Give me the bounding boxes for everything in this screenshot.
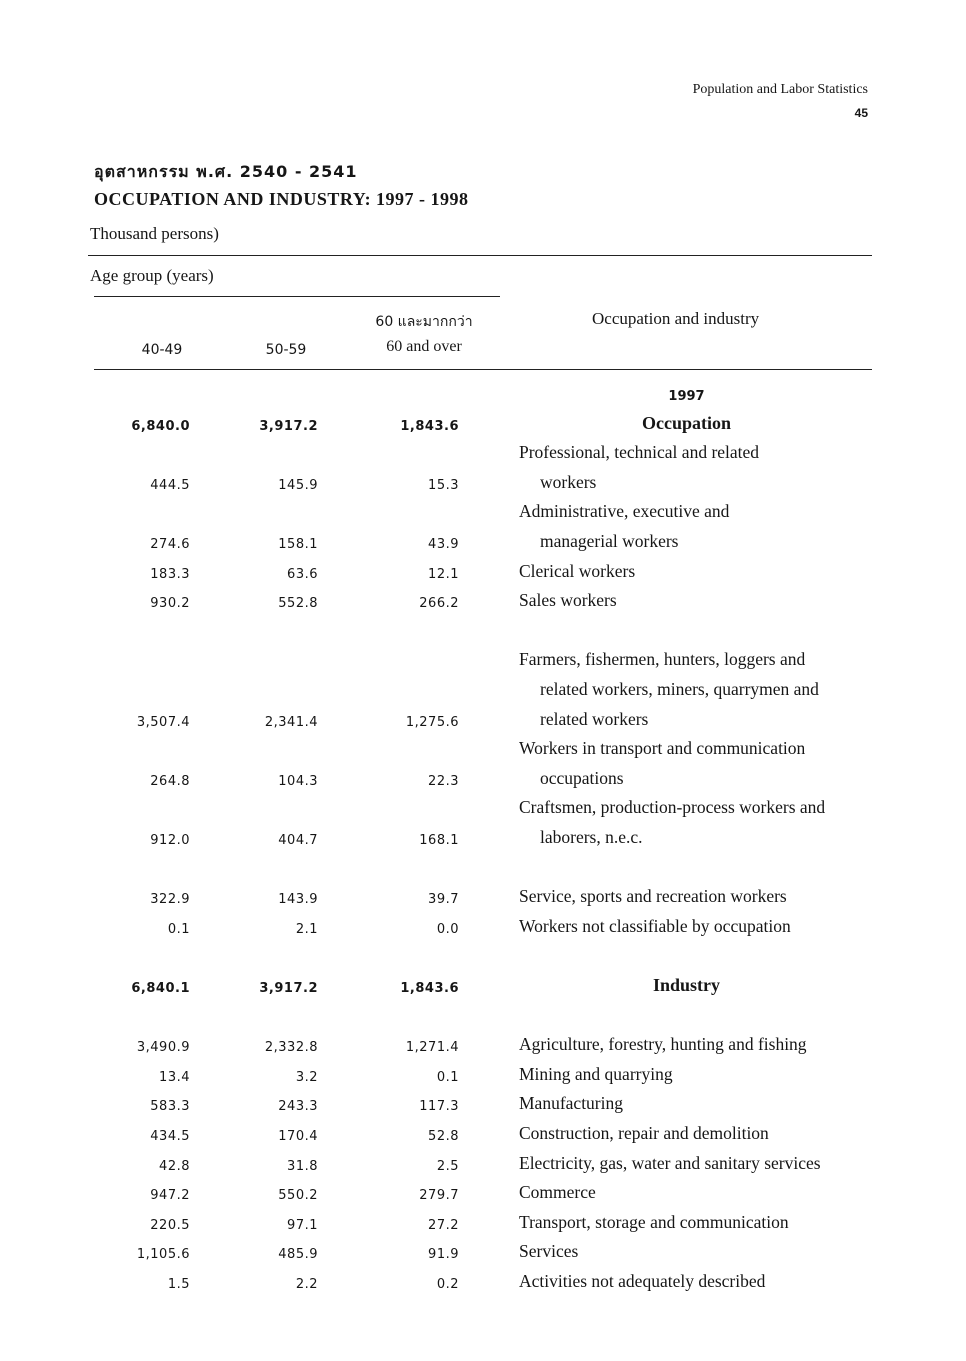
cell-c2: 3,917.2 <box>259 418 318 434</box>
table-row <box>0 1180 966 1210</box>
cell-c2: 550.2 <box>278 1188 318 1204</box>
row-label: Electricity, gas, water and sanitary services <box>519 1152 821 1173</box>
cell-c2: 2,332.8 <box>264 1040 318 1056</box>
row-label: Agriculture, forestry, hunting and fishing <box>519 1034 807 1055</box>
cell-c1: 1,105.6 <box>136 1247 190 1263</box>
cell-c3: 39.7 <box>428 892 459 908</box>
cell-c1: 434.5 <box>150 1129 190 1144</box>
cell-c2: 97.1 <box>287 1217 318 1233</box>
cell-c3: 0.2 <box>436 1277 459 1292</box>
section-heading: Industry <box>652 975 721 995</box>
cell-c3: 15.3 <box>428 477 459 493</box>
cell-c3: 1,271.4 <box>405 1040 459 1056</box>
column-header-60-over: 60 and over <box>386 338 462 355</box>
running-title: Population and Labor Statistics <box>692 82 868 97</box>
cell-c1: 322.9 <box>150 892 190 908</box>
table-row <box>0 588 966 618</box>
cell-c2: 243.3 <box>278 1099 318 1115</box>
cell-c2: 3.2 <box>295 1069 318 1085</box>
row-label: Manufacturing <box>519 1093 623 1114</box>
table-title-thai: อุตสาหกรรม พ.ศ. 2540 - 2541 <box>94 162 358 181</box>
table-row <box>0 1032 966 1062</box>
column-header-occupation-industry: Occupation and industry <box>592 309 760 328</box>
cell-c2: 404.7 <box>278 833 318 848</box>
row-label: laborers, n.e.c. <box>540 827 643 847</box>
row-label: Sales workers <box>519 590 617 611</box>
table-row <box>0 1062 966 1092</box>
cell-c2: 31.8 <box>287 1158 318 1174</box>
cell-c2: 104.3 <box>278 773 318 789</box>
cell-c3: 1,275.6 <box>405 714 459 730</box>
table-row <box>0 707 966 737</box>
cell-c2: 145.9 <box>278 477 318 493</box>
age-group-rule <box>94 296 500 297</box>
cell-c2: 2,341.4 <box>264 714 318 730</box>
table-row <box>0 618 966 648</box>
table-row <box>0 1121 966 1151</box>
cell-c3: 22.3 <box>428 773 459 789</box>
table-row <box>0 529 966 559</box>
table-title-english: OCCUPATION AND INDUSTRY: 1997 - 1998 <box>94 189 469 209</box>
column-header-50-59: 50-59 <box>265 342 307 358</box>
table-row <box>0 381 966 411</box>
row-label: Services <box>519 1241 579 1262</box>
cell-c1: 6,840.1 <box>131 981 190 996</box>
cell-c1: 912.0 <box>150 833 190 848</box>
cell-c3: 168.1 <box>419 833 459 848</box>
cell-c1: 1.5 <box>167 1277 190 1292</box>
table-row <box>0 499 966 529</box>
cell-c3: 266.2 <box>419 596 459 612</box>
table-row <box>0 440 966 470</box>
cell-c1: 6,840.0 <box>131 418 190 434</box>
page-number: 45 <box>854 106 868 120</box>
cell-c1: 444.5 <box>150 477 190 493</box>
header-bottom-rule <box>94 369 872 370</box>
cell-c2: 3,917.2 <box>259 981 318 996</box>
table-row <box>0 470 966 500</box>
table-row <box>0 1210 966 1240</box>
column-header-60-over-thai: 60 และมากกว่า <box>375 314 473 330</box>
cell-c3: 2.5 <box>436 1158 459 1174</box>
cell-c2: 63.6 <box>287 566 318 582</box>
table-row <box>0 914 966 944</box>
row-label: related workers <box>540 708 649 729</box>
cell-c3: 52.8 <box>428 1129 459 1144</box>
column-header-40-49: 40-49 <box>141 342 183 358</box>
cell-c1: 930.2 <box>150 596 190 612</box>
table-row <box>0 677 966 707</box>
cell-c1: 3,507.4 <box>136 714 190 730</box>
row-label: Workers not classifiable by occupation <box>519 915 791 936</box>
row-label: related workers, miners, quarrymen and <box>540 679 819 699</box>
table-row <box>0 1003 966 1033</box>
table-row <box>0 825 966 855</box>
table-row <box>0 973 966 1003</box>
cell-c2: 143.9 <box>278 892 318 908</box>
row-label: Professional, technical and related <box>519 442 760 463</box>
cell-c3: 0.1 <box>436 1069 459 1085</box>
table-row <box>0 1239 966 1269</box>
top-rule <box>88 255 872 256</box>
cell-c1: 264.8 <box>150 773 190 789</box>
cell-c3: 43.9 <box>428 537 459 552</box>
table-row <box>0 647 966 677</box>
section-heading: Occupation <box>641 412 731 433</box>
unit-note: Thousand persons) <box>90 224 219 243</box>
row-label: Service, sports and recreation workers <box>519 886 787 907</box>
cell-c1: 183.3 <box>150 566 190 582</box>
year-heading: 1997 <box>668 389 705 404</box>
table-row <box>0 943 966 973</box>
cell-c1: 947.2 <box>150 1188 190 1204</box>
table-row <box>0 1269 966 1299</box>
cell-c1: 13.4 <box>159 1069 190 1085</box>
row-label: Clerical workers <box>519 560 636 581</box>
row-label: managerial workers <box>540 531 679 551</box>
row-label: Commerce <box>519 1182 596 1203</box>
row-label: Construction, repair and demolition <box>519 1123 769 1143</box>
row-label: Activities not adequately described <box>519 1271 766 1291</box>
cell-c3: 12.1 <box>428 566 459 582</box>
table-row <box>0 795 966 825</box>
row-label: Farmers, fishermen, hunters, loggers and <box>519 649 806 670</box>
cell-c2: 170.4 <box>278 1129 318 1144</box>
row-label: Mining and quarrying <box>519 1063 673 1084</box>
row-label: Craftsmen, production-process workers and <box>519 797 826 818</box>
cell-c3: 279.7 <box>419 1188 459 1204</box>
cell-c3: 91.9 <box>428 1247 459 1263</box>
table-row <box>0 884 966 914</box>
cell-c1: 274.6 <box>150 537 190 552</box>
cell-c3: 1,843.6 <box>400 981 459 996</box>
table-row <box>0 855 966 885</box>
cell-c2: 552.8 <box>278 596 318 612</box>
table-row <box>0 766 966 796</box>
cell-c1: 220.5 <box>150 1217 190 1233</box>
cell-c2: 485.9 <box>278 1247 318 1263</box>
cell-c1: 583.3 <box>150 1099 190 1115</box>
cell-c3: 27.2 <box>428 1217 459 1233</box>
table-row <box>0 1151 966 1181</box>
cell-c1: 0.1 <box>167 921 190 937</box>
cell-c3: 117.3 <box>419 1099 459 1115</box>
table-row <box>0 411 966 441</box>
row-label: Administrative, executive and <box>519 501 730 522</box>
cell-c1: 42.8 <box>159 1158 190 1174</box>
age-group-label: Age group (years) <box>90 266 214 285</box>
row-label: workers <box>540 471 597 492</box>
cell-c3: 0.0 <box>436 921 459 937</box>
cell-c3: 1,843.6 <box>400 418 459 434</box>
table-row <box>0 559 966 589</box>
table-row <box>0 1091 966 1121</box>
row-label: Workers in transport and communication <box>519 738 806 759</box>
cell-c2: 2.1 <box>295 921 318 937</box>
row-label: occupations <box>540 767 624 788</box>
table-row <box>0 736 966 766</box>
row-label: Transport, storage and communication <box>519 1211 789 1232</box>
cell-c2: 2.2 <box>295 1277 318 1292</box>
cell-c1: 3,490.9 <box>136 1040 190 1056</box>
cell-c2: 158.1 <box>278 537 318 552</box>
